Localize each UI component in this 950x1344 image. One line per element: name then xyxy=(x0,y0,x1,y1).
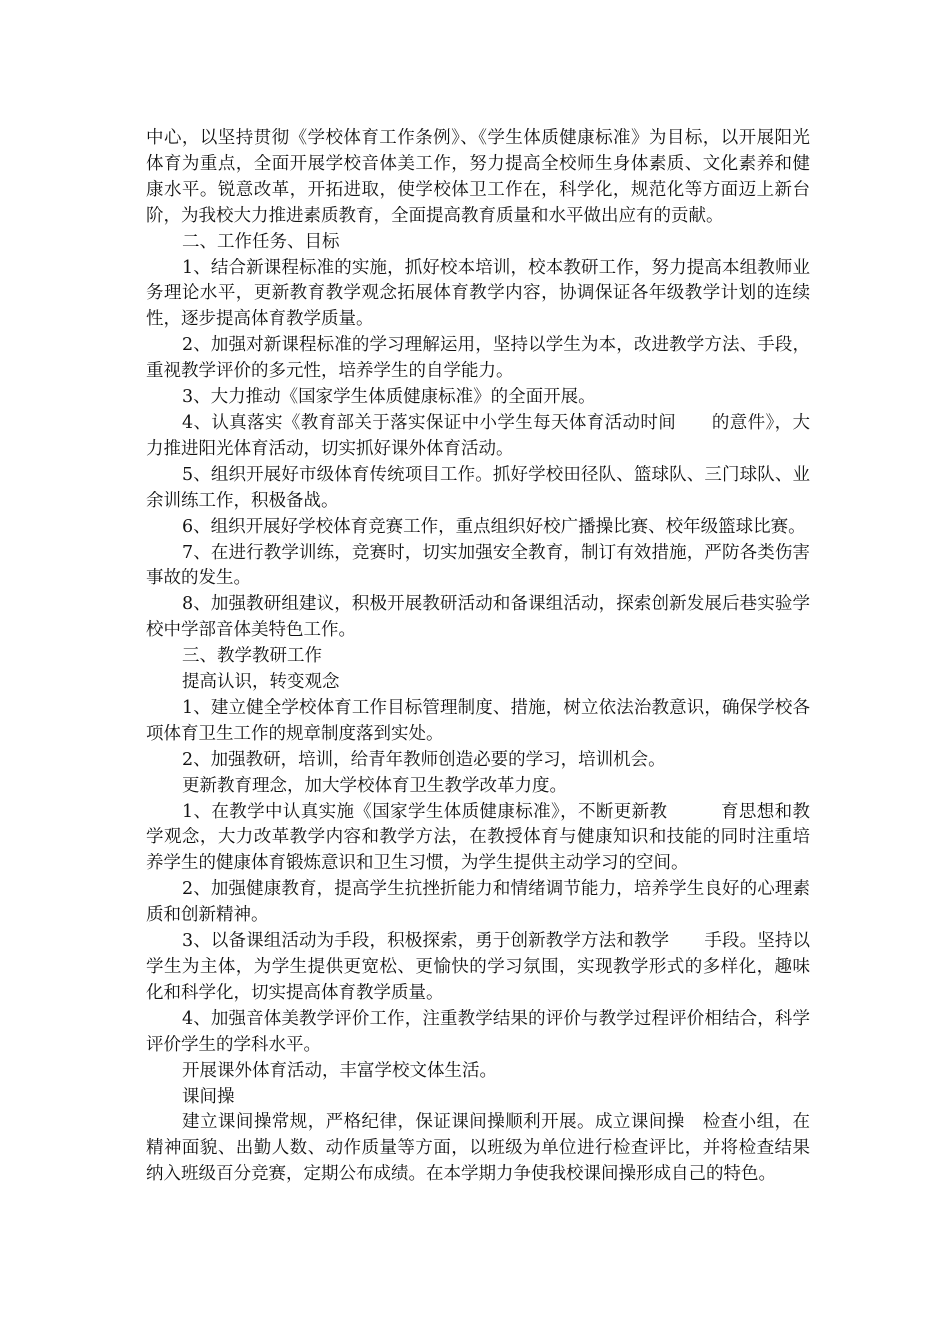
subheading-reform: 更新教育理念，加大学校体育卫生教学改革力度。 xyxy=(182,775,567,796)
task-item-5: 5、组织开展好市级体育传统项目工作。抓好学校田径队、篮球队、三门球队、业余训练工作，积极备战。 xyxy=(146,464,810,511)
awareness-item-2: 2、加强教研，培训，给青年教师创造必要的学习，培训机会。 xyxy=(182,749,666,770)
subheading-extracurricular: 开展课外体育活动，丰富学校文体生活。 xyxy=(182,1060,497,1081)
section-heading-tasks: 二、工作任务、目标 xyxy=(182,231,340,252)
awareness-item-1: 1、建立健全学校体育工作目标管理制度、措施，树立依法治教意识，确保学校各项体育卫生工作的规章制度落到实处。 xyxy=(146,697,810,744)
reform-item-4: 4、加强音体美教学评价工作，注重教学结果的评价与教学过程评价相结合，科学评价学生的学科水平。 xyxy=(146,1008,810,1055)
subheading-break-exercise: 课间操 xyxy=(182,1086,235,1107)
task-item-8: 8、加强教研组建议，积极开展教研活动和备课组活动，探索创新发展后巷实验学校中学部音体美特色工作。 xyxy=(146,594,810,641)
section-heading-teaching: 三、教学教研工作 xyxy=(182,646,322,667)
subheading-awareness: 提高认识，转变观念 xyxy=(182,672,340,693)
task-item-3: 3、大力推动《国家学生体质健康标准》的全面开展。 xyxy=(182,387,596,408)
task-item-7: 7、在进行教学训练，竞赛时，切实加强安全教育，制订有效措施，严防各类伤害事故的发生。 xyxy=(146,542,810,589)
task-item-4: 4、认真落实《教育部关于落实保证中小学生每天体育活动时间 的意件》，大力推进阳光体育活动，切实抓好课外体育活动。 xyxy=(146,412,810,459)
task-item-1: 1、结合新课程标准的实施，抓好校本培训，校本教研工作，努力提高本组教师业务理论水平，更新教育教学观念拓展体育教学内容，协调保证各年级教学计划的连续性，逐步提高体育教学质量。 xyxy=(146,257,810,330)
reform-item-3: 3、以备课组活动为手段，积极探索，勇于创新教学方法和教学 手段。坚持以学生为主体，为学生提供更宽松、更愉快的学习氛围，实现教学形式的多样化，趣味化和科学化，切实提高体育教学质量。 xyxy=(146,931,810,1003)
task-item-2: 2、加强对新课程标准的学习理解运用，坚持以学生为本，改进教学方法、手段，重视教学评价的多元性，培养学生的自学能力。 xyxy=(146,335,810,382)
reform-item-1: 1、在教学中认真实施《国家学生体质健康标准》，不断更新教 育思想和教学观念，大力改革教学内容和教学方法，在教授体育与健康知识和技能的同时注重培养学生的健康体育锻炼意识和卫生习惯，为学生提供主动学习的空间。 xyxy=(146,801,810,874)
break-exercise-paragraph: 建立课间操常规，严格纪律，保证课间操顺利开展。成立课间操 检查小组，在精神面貌、出勤人数、动作质量等方面，以班级为单位进行检查评比，并将检查结果纳入班级百分竞赛，定期公布成绩。在本学期力争使我校课间操形成自己的特色。 xyxy=(146,1112,810,1185)
reform-item-2: 2、加强健康教育，提高学生抗挫折能力和情绪调节能力，培养学生良好的心理素质和创新精神。 xyxy=(146,879,810,926)
task-item-6: 6、组织开展好学校体育竞赛工作，重点组织好校广播操比赛、校年级篮球比赛。 xyxy=(182,516,806,537)
document-body xyxy=(146,126,810,1188)
intro-paragraph: 中心，以坚持贯彻《学校体育工作条例》、《学生体质健康标准》为目标，以开展阳光体育为重点，全面开展学校音体美工作，努力提高全校师生身体素质、文化素养和健康水平。锐意改革，开拓进取，使学校体卫工作在，科学化，规范化等方面迈上新台阶，为我校大力推进素质教育，全面提高教育质量和水平做出应有的贡献。 xyxy=(146,128,810,226)
